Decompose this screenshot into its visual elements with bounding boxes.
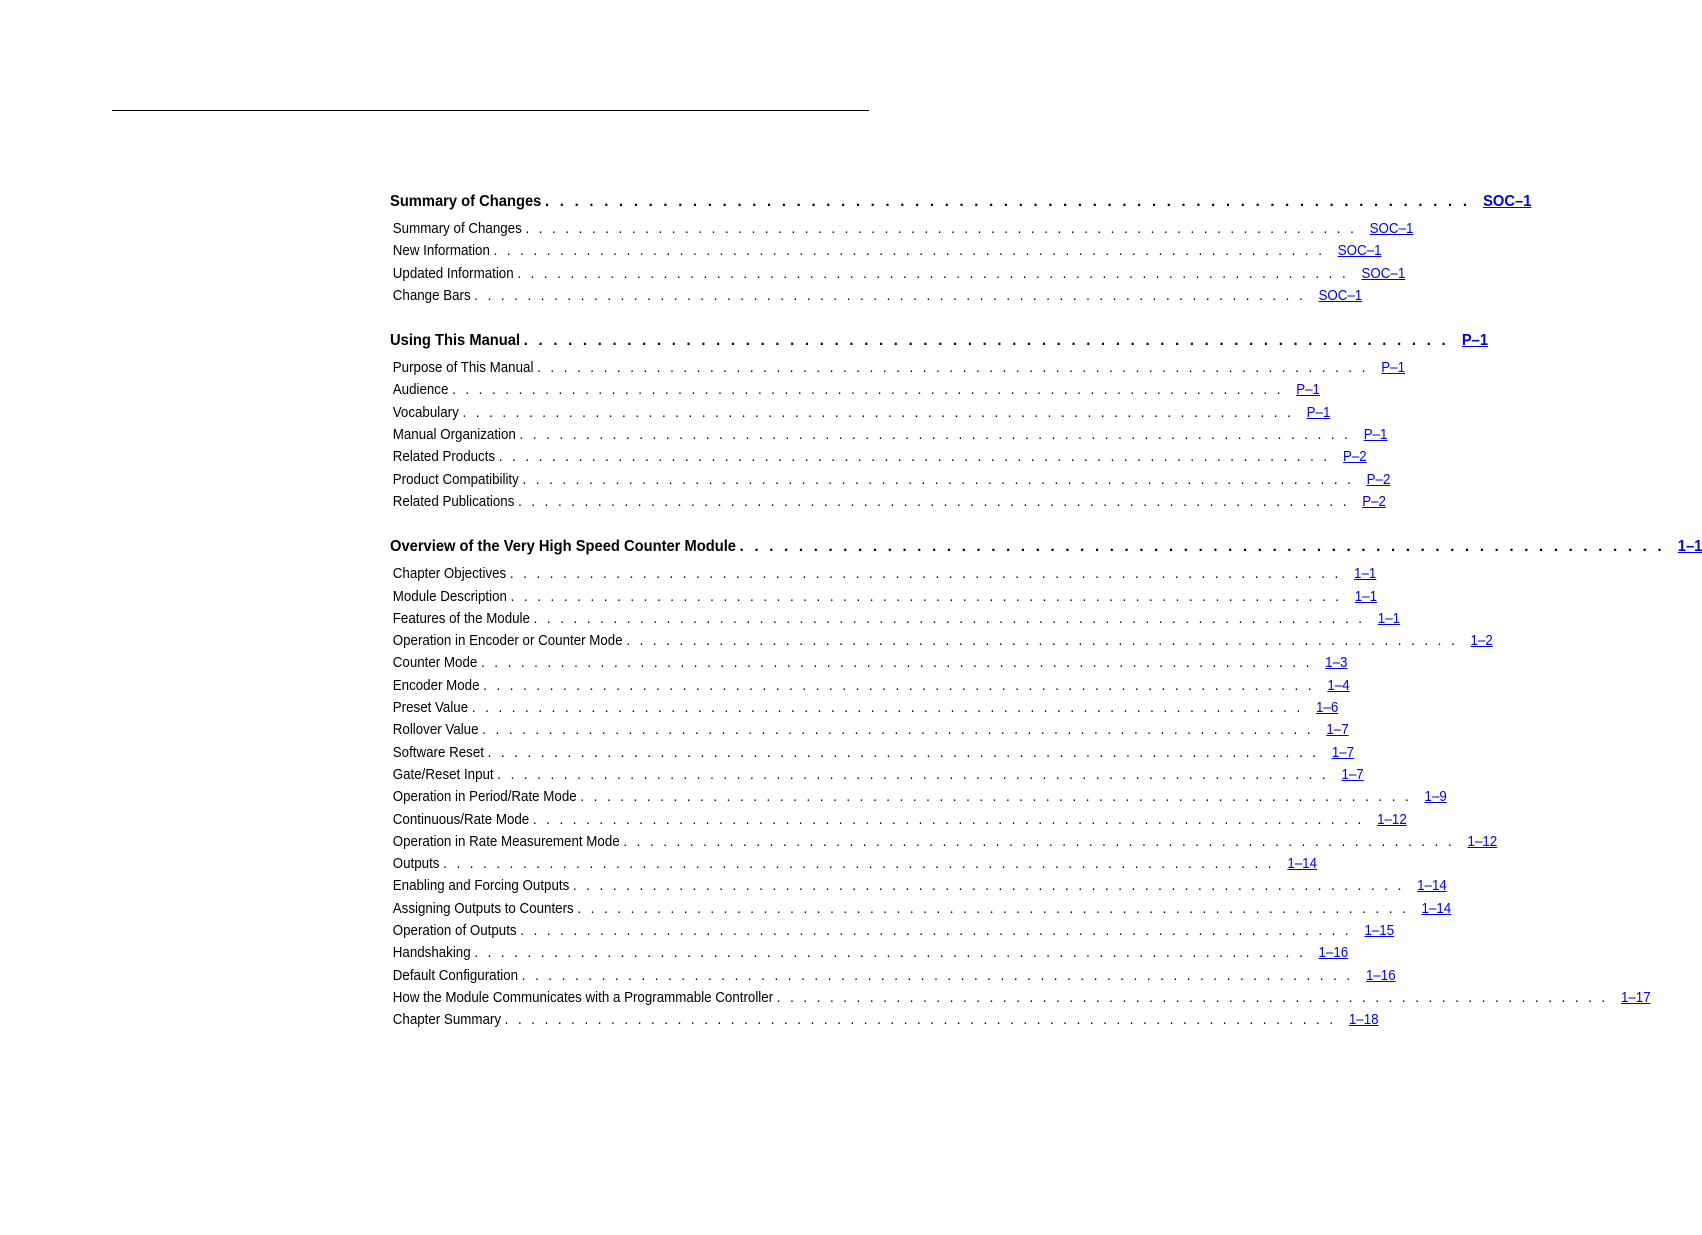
toc-entry-page-link[interactable]: 1–14 (1287, 856, 1318, 873)
toc-entry (390, 920, 1395, 942)
toc-entry-label: Vocabulary (392, 404, 459, 421)
toc-heading-page-link[interactable]: SOC–1 (1483, 193, 1532, 210)
toc-entry-label: Counter Mode (392, 655, 478, 672)
dot-leader: . . . . . . . . . . . . . . . . . . . . . . . . . . . . . . . . . . . . . . . . . . . . . . . . . . . . . . . . . . . . . . . (522, 471, 1354, 488)
dot-leader: . . . . . . . . . . . . . . . . . . . . . . . . . . . . . . . . . . . . . . . . . . . . . . . . . . . . . . . . . . . . . . . (521, 967, 1354, 984)
dot-leader: . . . . . . . . . . . . . . . . . . . . . . . . . . . . . . . . . . . . . . . . . . . . . . . . . . . . . . . . . . . . . . . (483, 677, 1315, 694)
toc-entry (390, 630, 1493, 652)
toc-entry-page-link[interactable]: 1–12 (1377, 811, 1407, 828)
toc-entry-label: Outputs (392, 856, 440, 873)
dot-leader: . . . . . . . . . . . . . . . . . . . . . . . . . . . . . . . . . . . . . . . . . . . . . . . . . . . . . . . . . . . . . . . (480, 655, 1313, 672)
toc-entry-label: Related Products (392, 449, 496, 466)
toc-entry (390, 898, 1452, 920)
toc-entry (390, 608, 1401, 630)
toc-entry-label: Enabling and Forcing Outputs (392, 878, 570, 895)
toc-entry-label: Encoder Mode (392, 677, 480, 694)
toc-entry-label: New Information (392, 243, 490, 260)
toc-entry-label: Chapter Objectives (392, 566, 507, 583)
toc-entry (390, 809, 1407, 831)
dot-leader: . . . . . . . . . . . . . . . . . . . . . . . . . . . . . . . . . . . . . . . . . . . . . . . . . . . . . . . . . . . . . . . (443, 856, 1275, 873)
toc-heading (390, 329, 1489, 353)
toc-entry-page-link[interactable]: P–1 (1381, 360, 1406, 377)
dot-leader: . . . . . . . . . . . . . . . . . . . . . . . . . . . . . . . . . . . . . . . . . . . . . . . . . . . . . . . . . . . . . . . (776, 989, 1609, 1006)
toc-entry (390, 218, 1414, 240)
toc-heading-page-link[interactable]: P–1 (1461, 332, 1489, 350)
toc-entry-label: Product Compatibility (392, 471, 519, 488)
toc-entry-page-link[interactable]: SOC–1 (1361, 265, 1406, 282)
dot-leader: . . . . . . . . . . . . . . . . . . . . . . . . . . . . . . . . . . . . . . . . . . . . . . . . . . . . . . . . . . . . . . . (532, 811, 1365, 828)
toc-entry-label: Module Description (392, 588, 507, 605)
dot-leader: . . . . . . . . . . . . . . . . . . . . . . . . . . . . . . . . . . . . . . . . . . . . . . . . . . . . . . . . . . . . . . . (462, 404, 1294, 421)
toc-entry (390, 586, 1378, 608)
toc-entry (390, 987, 1651, 1009)
dot-leader: . . . . . . . . . . . . . . . . . . . . . . . . . . . . . . . . . . . . . . . . . . . . . . . . . . . . . . . . . . . . . . . (474, 945, 1306, 962)
toc-entry-label: Default Configuration (392, 967, 519, 984)
toc-entry (390, 742, 1355, 764)
toc-entry-label: Manual Organization (392, 427, 516, 444)
toc-heading (390, 535, 1702, 559)
toc-entry-page-link[interactable]: 1–1 (1354, 588, 1378, 605)
toc-entry (390, 563, 1377, 585)
toc-entry-page-link[interactable]: 1–18 (1348, 1012, 1379, 1029)
toc-entry-page-link[interactable]: 1–6 (1316, 700, 1339, 717)
toc-entry-label: Continuous/Rate Mode (392, 811, 530, 828)
toc-entry (390, 379, 1320, 401)
toc-entry-page-link[interactable]: 1–2 (1470, 633, 1493, 650)
dot-leader: . . . . . . . . . . . . . . . . . . . . . . . . . . . . . . . . . . . . . . . . . . . . . . . . . . . . . . . . . . . . . . . (510, 588, 1342, 605)
toc-entry-label: Summary of Changes (392, 221, 522, 237)
toc-entry (390, 697, 1339, 719)
table-of-contents (390, 190, 1702, 1032)
toc-entry-label: Purpose of This Manual (392, 360, 534, 377)
toc-heading-label: Using This Manual (390, 332, 521, 350)
toc-entry-label: Chapter Summary (392, 1012, 502, 1029)
dot-leader: . . . . . . . . . . . . . . . . . . . . . . . . . . . . . . . . . . . . . . . . . . . . . . . . . . . . . . . . . . . . . . . (537, 360, 1369, 377)
toc-entry-page-link[interactable]: SOC–1 (1337, 243, 1382, 260)
dot-leader: . . . . . . . . . . . . . . . . . . . . . . . . . . . . . . . . . . . . . . . . . . . . . . . . . . . . . . . . . . . . . . . (572, 878, 1405, 895)
toc-entry-page-link[interactable]: P–1 (1306, 404, 1331, 421)
toc-heading (390, 190, 1532, 214)
toc-entry-label: Rollover Value (392, 722, 479, 739)
toc-entry-page-link[interactable]: 1–3 (1325, 655, 1348, 672)
dot-leader: . . . . . . . . . . . . . . . . . . . . . . . . . . . . . . . . . . . . . . . . . . . . . . . . . . . . . . . . . . . . . . . (518, 493, 1350, 510)
toc-entry-label: Operation in Rate Measurement Mode (392, 833, 620, 850)
dot-leader: . . . . . . . . . . . . . . . . . . . . . . . . . . . . . . . . . . . . . . . . . . . . . . . . . . . . . . . . . . . . . . . (504, 1012, 1336, 1029)
toc-entry-page-link[interactable]: P–2 (1362, 493, 1386, 510)
dot-leader: . . . . . . . . . . . . . . . . . . . . . . . . . . . . . . . . . . . . . . . . . . . . . . . . . . . . . . . . . . . . . . . (519, 427, 1351, 444)
toc-entry-page-link[interactable]: 1–1 (1354, 566, 1377, 583)
toc-entry-label: Audience (392, 382, 449, 399)
toc-section (390, 329, 1489, 513)
toc-entry (390, 424, 1388, 446)
toc-entry-page-link[interactable]: 1–7 (1331, 744, 1355, 761)
toc-entry-label: How the Module Communicates with a Programmable Controller (392, 989, 774, 1006)
toc-entry (390, 764, 1364, 786)
dot-leader: . . . . . . . . . . . . . . . . . . . . . . . . . . . . . . . . . . . . . . . . . . . . . . . . . . . . . . . . . . . . . . . (623, 833, 1455, 850)
dot-leader: . . . . . . . . . . . . . . . . . . . . . . . . . . . . . . . . . . . . . . . . . . . . . . . . . . . . . . . . . . . . . . . (517, 265, 1349, 282)
dot-leader: . . . . . . . . . . . . . . . . . . . . . . . . . . . . . . . . . . . . . . . . . . . . . . . . . . . . . . . . . . . . . . . (739, 538, 1665, 556)
toc-entry-label: Operation in Encoder or Counter Mode (392, 633, 623, 650)
toc-entry-label: Features of the Module (392, 610, 530, 627)
toc-entry-page-link[interactable]: 1–4 (1327, 677, 1350, 694)
dot-leader: . . . . . . . . . . . . . . . . . . . . . . . . . . . . . . . . . . . . . . . . . . . . . . . . . . . . . . . . . . . . . . . (487, 744, 1319, 761)
toc-entry (390, 285, 1363, 307)
toc-entry-label: Change Bars (392, 287, 471, 304)
toc-entry-label: Software Reset (392, 744, 484, 761)
toc-entry (390, 786, 1447, 808)
toc-entry-page-link[interactable]: 1–17 (1620, 989, 1651, 1006)
toc-entry-page-link[interactable]: 1–16 (1318, 945, 1349, 962)
toc-entry (390, 853, 1318, 875)
toc-entry-label: Assigning Outputs to Counters (392, 900, 574, 917)
toc-entry-page-link[interactable]: 1–16 (1365, 967, 1396, 984)
toc-entry-page-link[interactable]: 1–14 (1421, 900, 1452, 917)
toc-entry-label: Operation in Period/Rate Mode (392, 789, 577, 806)
toc-entry (390, 965, 1396, 987)
header-rule (112, 110, 869, 111)
toc-entry-label: Updated Information (392, 265, 514, 282)
toc-entry (390, 240, 1382, 262)
dot-leader: . . . . . . . . . . . . . . . . . . . . . . . . . . . . . . . . . . . . . . . . . . . . . . . . . . . . . . . . . . . . . . . (523, 332, 1449, 350)
dot-leader: . . . . . . . . . . . . . . . . . . . . . . . . . . . . . . . . . . . . . . . . . . . . . . . . . . . . . . . . . . . . . . . (577, 900, 1409, 917)
toc-heading-label: Summary of Changes (390, 193, 542, 210)
toc-entry-page-link[interactable]: 1–14 (1417, 878, 1447, 895)
toc-entry (390, 831, 1498, 853)
toc-entry (390, 357, 1406, 379)
toc-entry (390, 263, 1406, 285)
dot-leader: . . . . . . . . . . . . . . . . . . . . . . . . . . . . . . . . . . . . . . . . . . . . . . . . . . . . . . . . . . . . . . . (452, 382, 1284, 399)
dot-leader: . . . . . . . . . . . . . . . . . . . . . . . . . . . . . . . . . . . . . . . . . . . . . . . . . . . . . . . . . . . . . . . (520, 923, 1352, 940)
toc-entry (390, 675, 1350, 697)
dot-leader: . . . . . . . . . . . . . . . . . . . . . . . . . . . . . . . . . . . . . . . . . . . . . . . . . . . . . . . . . . . . . . . (525, 221, 1357, 237)
toc-entry-page-link[interactable]: 1–15 (1364, 923, 1395, 940)
toc-entry (390, 942, 1349, 964)
toc-heading-label: Overview of the Very High Speed Counter Module (390, 538, 736, 556)
toc-heading-page-link[interactable]: 1–1 (1677, 538, 1702, 556)
toc-entry (390, 446, 1367, 468)
toc-entry (390, 875, 1447, 897)
toc-entry (390, 402, 1331, 424)
toc-entry-label: Handshaking (392, 945, 471, 962)
toc-section (390, 190, 1532, 307)
dot-leader: . . . . . . . . . . . . . . . . . . . . . . . . . . . . . . . . . . . . . . . . . . . . . . . . . . . . . . . . . . . . . . . (471, 700, 1304, 717)
toc-entry-page-link[interactable]: P–1 (1363, 427, 1388, 444)
toc-entry-page-link[interactable]: P–1 (1296, 382, 1320, 399)
toc-entry-label: Related Publications (392, 493, 515, 510)
dot-leader: . . . . . . . . . . . . . . . . . . . . . . . . . . . . . . . . . . . . . . . . . . . . . . . . . . . . . . . . . . . . . . . (533, 610, 1365, 627)
toc-entry (390, 719, 1349, 741)
toc-entry-label: Gate/Reset Input (392, 766, 494, 783)
toc-entry-page-link[interactable]: 1–7 (1341, 766, 1364, 783)
toc-entry-page-link[interactable]: SOC–1 (1369, 221, 1414, 237)
toc-entry (390, 469, 1391, 491)
toc-entry-page-link[interactable]: 1–9 (1424, 789, 1447, 806)
dot-leader: . . . . . . . . . . . . . . . . . . . . . . . . . . . . . . . . . . . . . . . . . . . . . . . . . . . . . . . . . . . . . . . (509, 566, 1342, 583)
dot-leader: . . . . . . . . . . . . . . . . . . . . . . . . . . . . . . . . . . . . . . . . . . . . . . . . . . . . . . . . . . . . . . . (545, 193, 1471, 210)
toc-entry-label: Preset Value (392, 700, 469, 717)
dot-leader: . . . . . . . . . . . . . . . . . . . . . . . . . . . . . . . . . . . . . . . . . . . . . . . . . . . . . . . . . . . . . . . (497, 766, 1329, 783)
toc-entry-page-link[interactable]: P–2 (1366, 471, 1391, 488)
dot-leader: . . . . . . . . . . . . . . . . . . . . . . . . . . . . . . . . . . . . . . . . . . . . . . . . . . . . . . . . . . . . . . . (498, 449, 1331, 466)
dot-leader: . . . . . . . . . . . . . . . . . . . . . . . . . . . . . . . . . . . . . . . . . . . . . . . . . . . . . . . . . . . . . . . (493, 243, 1325, 260)
dot-leader: . . . . . . . . . . . . . . . . . . . . . . . . . . . . . . . . . . . . . . . . . . . . . . . . . . . . . . . . . . . . . . . (580, 789, 1412, 806)
toc-entry-page-link[interactable]: 1–7 (1326, 722, 1349, 739)
toc-entry-page-link[interactable]: 1–1 (1377, 610, 1401, 627)
dot-leader: . . . . . . . . . . . . . . . . . . . . . . . . . . . . . . . . . . . . . . . . . . . . . . . . . . . . . . . . . . . . . . . (482, 722, 1314, 739)
toc-entry (390, 652, 1348, 674)
dot-leader: . . . . . . . . . . . . . . . . . . . . . . . . . . . . . . . . . . . . . . . . . . . . . . . . . . . . . . . . . . . . . . . (626, 633, 1458, 650)
dot-leader: . . . . . . . . . . . . . . . . . . . . . . . . . . . . . . . . . . . . . . . . . . . . . . . . . . . . . . . . . . . . . . . (474, 287, 1306, 304)
toc-entry-page-link[interactable]: 1–12 (1467, 833, 1498, 850)
toc-entry-page-link[interactable]: SOC–1 (1318, 287, 1363, 304)
toc-entry (390, 491, 1386, 513)
toc-entry (390, 1009, 1379, 1031)
toc-entry-page-link[interactable]: P–2 (1342, 449, 1367, 466)
toc-entry-label: Operation of Outputs (392, 923, 517, 940)
toc-section (390, 535, 1702, 1031)
